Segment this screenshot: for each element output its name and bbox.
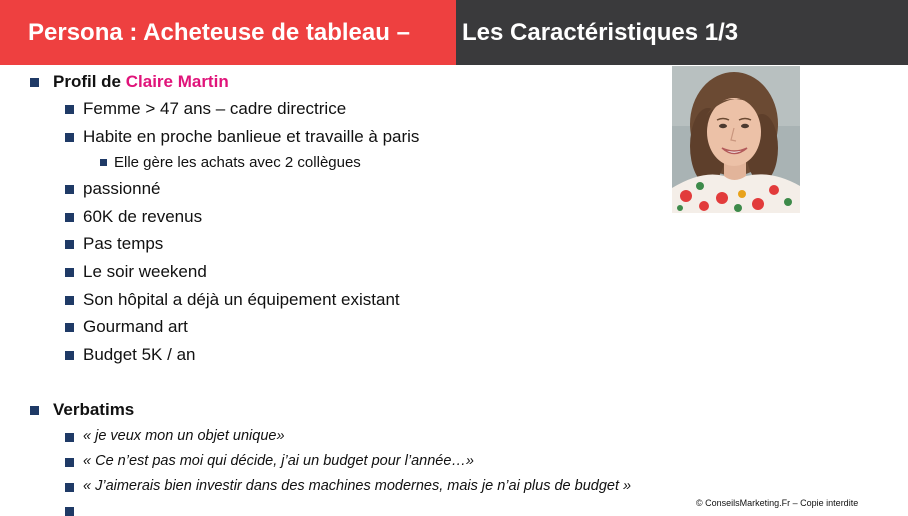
verbatim-item: « Ce n’est pas moi qui décide, j’ai un budget pour l’année…» — [83, 453, 474, 469]
copyright-notice: © ConseilsMarketing.Fr – Copie interdite — [696, 498, 859, 508]
slide-title-left: Persona : Acheteuse de tableau – — [0, 0, 456, 65]
persona-name: Claire Martin — [125, 72, 229, 91]
bullet-square-icon — [65, 351, 74, 360]
bullet-square-icon — [65, 213, 74, 222]
persona-photo — [672, 66, 800, 213]
bullet-square-icon — [30, 78, 39, 87]
title-bar — [0, 0, 908, 65]
bullet-square-icon — [65, 323, 74, 332]
profile-item: 60K de revenus — [83, 207, 203, 226]
verbatim-item: « je veux mon un objet unique» — [83, 428, 285, 444]
verbatims-heading: Verbatims — [53, 400, 135, 419]
profile-item: Budget 5K / an — [83, 345, 196, 364]
profile-subitem: Elle gère les achats avec 2 collègues — [114, 154, 361, 171]
bullet-square-icon — [65, 458, 74, 467]
verbatim-item: « J’aimerais bien investir dans des machines modernes, mais je n’ai plus de budget » — [83, 478, 632, 494]
bullet-square-icon — [65, 185, 74, 194]
bullet-square-icon — [65, 133, 74, 142]
profile-item: Gourmand art — [83, 317, 188, 336]
bullet-square-icon — [65, 268, 74, 277]
bullet-square-icon — [65, 433, 74, 442]
bullet-square-icon — [65, 507, 74, 516]
bullet-square-icon — [65, 296, 74, 305]
slide-title-right: Les Caractéristiques 1/3 — [456, 0, 908, 65]
profile-item: Son hôpital a déjà un équipement existant — [83, 290, 400, 309]
profile-heading-prefix: Profil de — [53, 72, 126, 91]
profile-heading — [53, 72, 229, 92]
profile-item: passionné — [83, 179, 161, 198]
profile-item: Femme > 47 ans – cadre directrice — [83, 99, 347, 118]
bullet-square-icon — [100, 159, 107, 166]
bullet-square-icon — [65, 483, 74, 492]
profile-item: Pas temps — [83, 234, 164, 253]
bullet-square-icon — [65, 105, 74, 114]
bullet-square-icon — [65, 240, 74, 249]
profile-item: Habite en proche banlieue et travaille à paris — [83, 127, 420, 146]
profile-item: Le soir weekend — [83, 262, 207, 281]
bullet-square-icon — [30, 406, 39, 415]
